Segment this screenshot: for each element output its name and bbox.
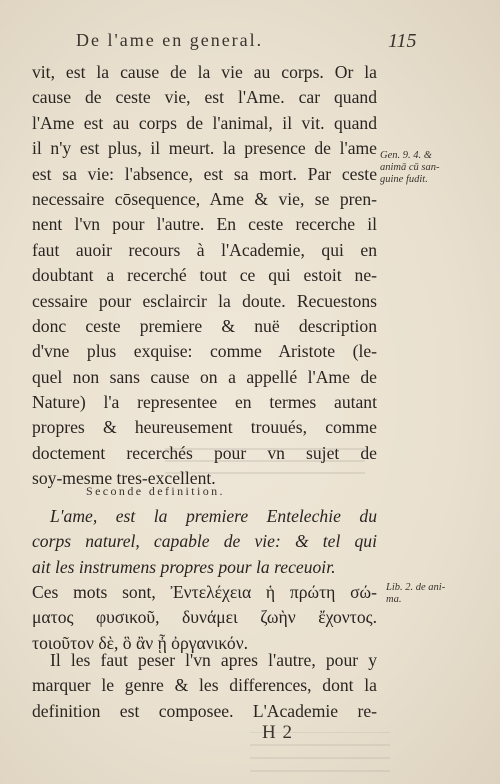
text-line: d'vne plus exquise: comme Aristote (le-	[32, 341, 377, 362]
page-number: 115	[388, 30, 417, 52]
text-line: doctement recerchés pour vn sujet de	[32, 442, 377, 463]
definition-block	[32, 504, 377, 580]
text-line: vit, est la cause de la vie au corps. Or la	[32, 62, 377, 82]
text-line: soy-mesme tres-excellent.	[32, 468, 216, 489]
text-line: cessaire pour esclaircir la doute. Recuestons	[32, 290, 377, 311]
text-line: l'Ame est au corps de l'animal, il vit. quand	[32, 112, 377, 133]
running-title: De l'ame en general.	[76, 30, 264, 50]
margin-note-aristotle	[386, 582, 445, 606]
text-line: marquer le genre & les differences, dont la	[32, 675, 377, 696]
section-subheading: Seconde definition.	[86, 484, 225, 498]
text-line: faut auoir recours à l'Academie, qui en	[32, 239, 377, 260]
paragraph-greek	[32, 580, 377, 656]
greek-line: ματος φυσικοῦ, δυνάμει ζωὴν ἔχοντος.	[32, 607, 377, 628]
text-line: Ces mots sont, Ἐντελέχεια ἡ πρώτη σώ-	[32, 582, 377, 602]
signature-mark: H 2	[262, 722, 293, 743]
text-line: donc ceste premiere & nuë description	[32, 315, 377, 336]
paragraph-1	[32, 60, 377, 492]
text-line: necessaire cōsequence, Ame & vie, se pren-	[32, 188, 377, 209]
text-line: nent l'vn pour l'autre. En ceste recerche il	[32, 214, 377, 235]
margin-note-line: Gen. 9. 4. &	[380, 150, 432, 161]
margin-note-line: Lib. 2. de ani-	[386, 582, 446, 593]
text-line: quel non sans cause on a appellé l'Ame de	[32, 366, 377, 387]
definition-line: corps naturel, capable de vie: & tel qui	[32, 531, 377, 552]
text-line: propres & heureusement trouués, comme	[32, 417, 377, 438]
text-line: est sa vie: l'absence, est sa mort. Par ceste	[32, 163, 377, 184]
margin-note-line: ma.	[386, 594, 402, 605]
margin-note-line: animā cū san-	[380, 162, 440, 173]
text-line: Il les faut peser l'vn apres l'autre, pour y	[50, 650, 377, 670]
margin-note-line: guine fudit.	[380, 174, 428, 185]
definition-line: L'ame, est la premiere Entelechie du	[50, 506, 377, 526]
text-line: definition est composee. L'Academie re-	[32, 700, 377, 721]
greek-line: τοιοῦτον δὲ, ὃ ἂν ᾖ ὀργανικόν.	[32, 632, 249, 653]
paragraph-4	[32, 648, 377, 724]
text-line: Nature) l'a representee en termes autant	[32, 392, 377, 413]
definition-line: ait les instrumens propres pour la receuoir.	[32, 556, 336, 577]
text-line: doubtant a recerché tout ce qui estoit ne-	[32, 265, 377, 286]
margin-note-genesis	[380, 150, 440, 186]
text-line: cause de ceste vie, est l'Ame. car quand	[32, 87, 377, 108]
text-line: il n'y est plus, il meurt. la presence de l'ame	[32, 138, 377, 159]
